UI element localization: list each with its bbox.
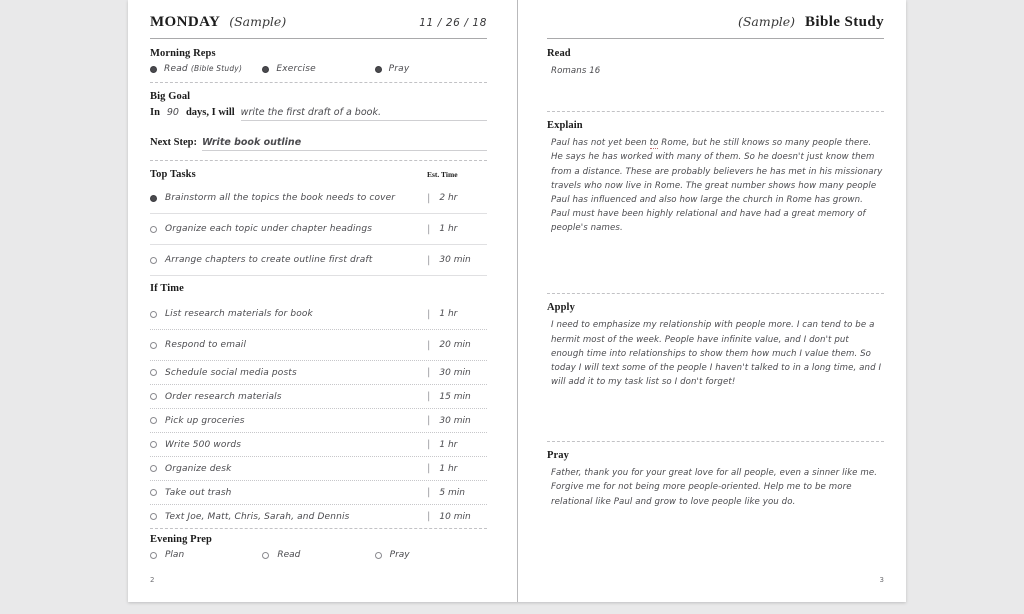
explain-body[interactable]: [551, 136, 884, 235]
header-divider: [150, 38, 487, 39]
explain-spacer: [547, 235, 884, 293]
big-goal-days-input[interactable]: 90: [166, 107, 179, 118]
header-divider: [547, 38, 884, 39]
task-label: Write 500 words: [165, 439, 242, 450]
task-label: Schedule social media posts: [165, 367, 297, 378]
task-time: | 2 hr: [427, 192, 458, 204]
page-number-left: 2: [150, 576, 155, 584]
table-row[interactable]: [150, 361, 487, 384]
table-row[interactable]: [150, 409, 487, 432]
read-spacer: [547, 78, 884, 111]
task-label: Organize each topic under chapter headings: [165, 224, 373, 234]
pray-heading: Pray: [547, 450, 569, 462]
open-book: [128, 0, 906, 602]
task-time: | 1 hr: [427, 223, 458, 235]
task-label: Text Joe, Matt, Chris, Sarah, and Dennis: [165, 511, 350, 522]
task-label: Respond to email: [165, 340, 247, 350]
checkbox-filled-icon[interactable]: [262, 66, 269, 73]
apply-spacer: [547, 389, 884, 441]
task-time: | 10 min: [427, 511, 471, 522]
evening-prep-plan[interactable]: [150, 550, 262, 560]
left-page: [128, 0, 517, 602]
big-goal-heading: Big Goal: [150, 91, 191, 102]
table-row[interactable]: [150, 481, 487, 504]
top-tasks-header: [150, 169, 487, 180]
explain-body-flagged-word: to: [649, 138, 659, 149]
morning-rep-label: Pray: [388, 64, 410, 74]
task-label: List research materials for book: [165, 309, 313, 319]
explain-divider: [547, 293, 884, 294]
evening-prep-pray[interactable]: [375, 550, 487, 560]
read-heading: Read: [547, 48, 571, 59]
read-body[interactable]: Romans 16: [551, 66, 601, 76]
task-label: Order research materials: [165, 391, 282, 402]
checkbox-empty-icon[interactable]: [150, 342, 157, 349]
apply-block: [547, 302, 884, 389]
right-page: [517, 0, 906, 602]
pray-body[interactable]: Father, thank you for your great love for all people, even a sinner like me. Forgive me for not being more people-oriented. Help me to be more relational like Paul and grow to love people like you do.: [551, 468, 878, 507]
explain-body-pre: Paul has not yet been: [551, 138, 650, 149]
table-row[interactable]: [150, 457, 487, 480]
checkbox-filled-icon[interactable]: [375, 66, 382, 73]
table-row[interactable]: [150, 330, 487, 360]
checkbox-empty-icon[interactable]: [150, 441, 157, 448]
table-row[interactable]: [150, 214, 487, 244]
page-title: MONDAY: [150, 14, 221, 30]
right-page-header: [547, 14, 884, 38]
apply-divider: [547, 441, 884, 442]
big-goal-line: [150, 107, 487, 121]
task-time: | 20 min: [427, 339, 471, 351]
read-divider: [547, 111, 884, 112]
table-row[interactable]: [150, 385, 487, 408]
morning-rep-label: Exercise: [276, 64, 316, 74]
evening-prep-label: Read: [277, 550, 301, 560]
morning-reps-list: [150, 64, 487, 74]
task-label: Arrange chapters to create outline first draft: [165, 255, 373, 265]
task-time: | 30 min: [427, 367, 471, 378]
page-title: Bible Study: [804, 14, 884, 30]
checkbox-empty-icon[interactable]: [150, 489, 157, 496]
checkbox-empty-icon[interactable]: [150, 393, 157, 400]
explain-block: [547, 120, 884, 235]
next-step-input[interactable]: Write book outline: [202, 137, 487, 151]
est-time-column-header: Est. Time: [427, 170, 458, 179]
table-row[interactable]: [150, 299, 487, 329]
morning-reps-heading: Morning Reps: [150, 48, 216, 59]
sample-tag: (Sample): [229, 14, 287, 29]
checkbox-empty-icon[interactable]: [150, 369, 157, 376]
checkbox-empty-icon[interactable]: [375, 552, 382, 559]
page-number-right: 3: [879, 576, 884, 584]
apply-heading: Apply: [547, 302, 575, 314]
table-row[interactable]: [150, 433, 487, 456]
checkbox-empty-icon[interactable]: [150, 552, 157, 559]
checkbox-filled-icon[interactable]: [150, 66, 157, 73]
time-divider-icon: |: [427, 367, 431, 378]
table-row[interactable]: [150, 183, 487, 213]
table-row[interactable]: [150, 505, 487, 528]
top-tasks-heading: Top Tasks: [150, 169, 196, 180]
time-divider-icon: |: [427, 439, 431, 450]
task-time: | 1 hr: [427, 463, 458, 474]
left-page-header: [150, 14, 487, 38]
evening-prep-heading: Evening Prep: [150, 534, 212, 545]
explain-body-post: Rome, but he still knows so many people there. He says he has worked with many of them. So he doesn't just know them from a distance. These are probably believers he has met in his missionary travels who now live in Rome. The great number shows how many people Paul has influenced and also how large the church in Rome has grown. Paul must have been highly relational and have had a great memory of people's names.: [551, 138, 883, 234]
task-time: | 15 min: [427, 391, 471, 402]
if-time-heading: If Time: [150, 283, 184, 294]
checkbox-empty-icon[interactable]: [150, 257, 157, 264]
checkbox-empty-icon[interactable]: [150, 226, 157, 233]
next-step-line: [150, 137, 487, 151]
time-divider-icon: |: [427, 487, 431, 498]
big-goal-middle: days, I will: [185, 107, 235, 118]
explain-heading: Explain: [547, 120, 583, 132]
morning-rep-read[interactable]: [150, 64, 262, 74]
book-gutter: [517, 0, 518, 602]
time-divider-icon: |: [427, 223, 431, 235]
time-divider-icon: |: [427, 391, 431, 402]
checkbox-empty-icon[interactable]: [262, 552, 269, 559]
big-goal-prefix: In: [150, 107, 160, 118]
date-field[interactable]: 11 / 26 / 18: [419, 17, 487, 29]
big-goal-value-input[interactable]: write the first draft of a book.: [241, 107, 487, 121]
evening-prep-label: Plan: [165, 550, 185, 560]
morning-rep-pray[interactable]: [375, 64, 487, 74]
row-divider: [150, 275, 487, 276]
morning-reps-divider: [150, 82, 487, 83]
time-divider-icon: |: [427, 415, 431, 426]
evening-prep-read[interactable]: [262, 550, 374, 560]
time-divider-icon: |: [427, 308, 431, 320]
task-time: | 1 hr: [427, 308, 458, 320]
table-row[interactable]: [150, 245, 487, 275]
time-divider-icon: |: [427, 254, 431, 266]
task-time: | 1 hr: [427, 439, 458, 450]
evening-prep-list: [150, 550, 487, 560]
next-step-divider: [150, 160, 487, 161]
checkbox-empty-icon[interactable]: [150, 311, 157, 318]
task-time: | 30 min: [427, 415, 471, 426]
checkbox-empty-icon[interactable]: [150, 465, 157, 472]
task-label: Organize desk: [165, 463, 232, 474]
time-divider-icon: |: [427, 463, 431, 474]
task-time: | 5 min: [427, 487, 465, 498]
apply-body[interactable]: I need to emphasize my relationship with people more. I can tend to be a hermit most of the week. People have infinite value, and I don't put enough time into relationships to show them how much I value them. So today I will text some of the people I haven't talked to in a long time, and I will add it to my task list so I don't forget!: [551, 320, 882, 388]
pray-block: [547, 450, 884, 509]
morning-rep-label: Read (Bible Study): [164, 64, 243, 74]
checkbox-filled-icon[interactable]: [150, 195, 157, 202]
morning-rep-exercise[interactable]: [262, 64, 374, 74]
task-label: Pick up groceries: [165, 415, 245, 426]
morning-rep-sublabel: (Bible Study): [190, 64, 243, 73]
task-label: Brainstorm all the topics the book needs to cover: [165, 193, 396, 203]
task-time: | 30 min: [427, 254, 471, 266]
read-block: [547, 48, 884, 78]
next-step-label: Next Step:: [150, 137, 197, 148]
time-divider-icon: |: [427, 511, 431, 522]
time-divider-icon: |: [427, 192, 431, 204]
checkbox-empty-icon[interactable]: [150, 513, 157, 520]
checkbox-empty-icon[interactable]: [150, 417, 157, 424]
task-label: Take out trash: [165, 487, 232, 498]
time-divider-icon: |: [427, 339, 431, 351]
sample-tag: (Sample): [737, 14, 795, 29]
evening-prep-label: Pray: [389, 550, 410, 560]
if-time-divider: [150, 528, 487, 529]
